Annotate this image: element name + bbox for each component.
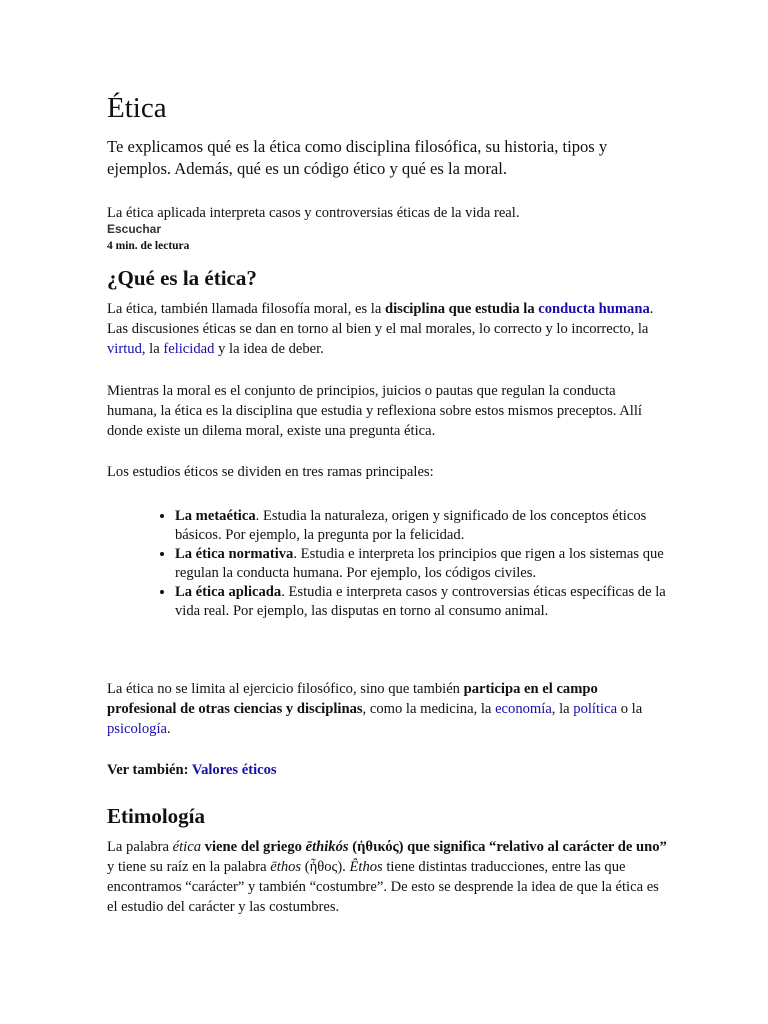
link-valores-eticos[interactable]: Valores éticos	[191, 762, 277, 778]
italic-run: ética	[172, 839, 202, 855]
paragraph-other-fields	[107, 679, 667, 739]
branch-name: La metaética	[175, 508, 256, 524]
bold-italic-run	[306, 839, 349, 855]
italic-run: ēthos	[270, 859, 302, 875]
link-psicologia[interactable]: psicología	[107, 721, 167, 737]
italic-run: Êthos	[349, 859, 383, 875]
bold-run: viene del griego	[201, 839, 306, 855]
link-virtud[interactable]: virtud	[107, 341, 142, 357]
list-item	[175, 507, 690, 545]
text-run: . Las discusiones éticas se dan en torno al bien y el mal morales, lo correcto y lo incorrecto, la	[107, 301, 654, 337]
see-also	[107, 760, 667, 780]
section-heading-etimologia: Etimología	[107, 804, 205, 828]
section-heading-que-es: ¿Qué es la ética?	[107, 266, 257, 290]
text-run: , la	[141, 341, 164, 357]
list-item	[175, 545, 690, 583]
branch-text: . Estudia e interpreta casos y controversias éticas específicas de la vida real. Por ejemplo, las disputas en torno al consumo animal.	[175, 584, 666, 619]
link-politica[interactable]: política	[573, 701, 618, 717]
branches-list	[150, 507, 690, 621]
text-run: y la idea de deber.	[214, 341, 324, 357]
branch-text: . Estudia la naturaleza, origen y significado de los conceptos éticos básicos. Por ejemplo, la pregunta por la felicidad.	[175, 508, 647, 543]
paragraph-etymology	[107, 837, 667, 917]
paragraph-moral: Mientras la moral es el conjunto de principios, juicios o pautas que regulan la conducta humana, la ética es la disciplina que estudia y reflexiona sobre estos mismos preceptos. Allí donde existe un dilema moral, existe una pregunta ética.	[107, 383, 642, 439]
text-run: y tiene su raíz en la palabra	[107, 859, 271, 875]
text-run: o la	[617, 701, 643, 717]
list-item	[175, 583, 690, 621]
see-also-label: Ver también:	[107, 762, 192, 778]
text-run: tiene distintas traducciones, entre las que encontramos “carácter” y también “costumbre”. De esto se desprende la idea de que la ética es el estudio del carácter y las costumbres.	[107, 859, 659, 915]
branch-text: . Estudia e interpreta los principios que rigen a los sistemas que regulan la conducta humana. Por ejemplo, los códigos civiles.	[175, 546, 664, 581]
reading-time: 4 min. de lectura	[107, 240, 190, 252]
italic-run: ēthikós	[305, 839, 349, 855]
text-run: La ética, también llamada filosofía moral, es la	[107, 301, 385, 317]
image-caption: La ética aplicada interpreta casos y controversias éticas de la vida real.	[107, 205, 520, 221]
paragraph-branches-intro: Los estudios éticos se dividen en tres ramas principales:	[107, 464, 434, 480]
text-run: La palabra	[107, 839, 173, 855]
link-conducta-humana[interactable]: conducta humana	[538, 301, 650, 317]
bold-run: (ἠθικός) que significa “relativo al carácter de uno”	[348, 839, 667, 855]
text-run: (ἦθος).	[301, 859, 350, 875]
text-run: , como la medicina, la	[362, 701, 496, 717]
article-intro: Te explicamos qué es la ética como disciplina filosófica, su historia, tipos y ejemplos. Además, qué es un código ético y qué es la moral.	[107, 137, 608, 178]
article-title: Ética	[107, 92, 167, 124]
bold-run: disciplina que estudia la	[384, 301, 539, 317]
text-run: .	[167, 721, 171, 737]
branch-name: La ética normativa	[175, 546, 294, 562]
text-run: , la	[551, 701, 574, 717]
listen-button[interactable]: Escuchar	[107, 222, 162, 236]
paragraph-definition	[107, 299, 667, 359]
branch-name: La ética aplicada	[175, 584, 282, 600]
link-felicidad[interactable]: felicidad	[163, 341, 215, 357]
bold-run: participa en el campo profesional de otras ciencias y disciplinas	[107, 681, 598, 717]
link-economia[interactable]: economía	[495, 701, 552, 717]
text-run: La ética no se limita al ejercicio filosófico, sino que también	[107, 681, 464, 697]
